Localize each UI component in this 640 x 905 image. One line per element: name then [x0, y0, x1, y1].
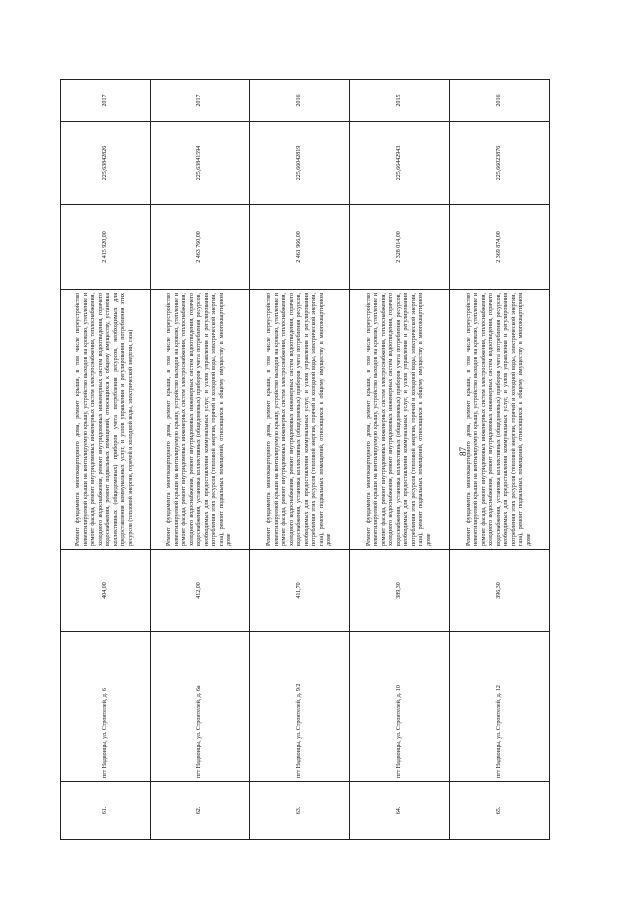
house-area: 389,30 — [350, 550, 450, 632]
repair-works: Ремонт фундамента многоквартирного дома, ремонт крыши, в том числе переустройство невентилируемой крыши на вентилируемую крышу, устройство выходов на кровлю, утепление и ремонт фасада, ремонт внутридомовых инженерных систем электроснабжения, теплоснабжения, холодного водоснабжения, ремонт внутридомовых инженерных систем водоотведения, горячего водоснабжения, установка коллективных (общедомовых) приборов учета потребления ресурсов, необходимых для предоставления коммунальных услуг, и узлов управления и регулирования потребления этих ресурсов (тепловой энергии, горячей и холодной воды, электрической энергии, газа), ремонт подвальных помещений, относящихся к общему имуществу в многоквартирном доме — [450, 290, 550, 550]
house-address: пгт Надвоицы, ул. Строителей, д. 6а — [150, 632, 250, 782]
house-address: пгт Надвоицы, ул. Строителей, д. 9/2 — [250, 632, 350, 782]
repair-works: Ремонт фундамента многоквартирного дома, ремонт крыши, в том числе переустройство невентилируемой крыши на вентилируемую крышу, устройство выходов на кровлю, утепление и ремонт фасада, ремонт внутридомовых инженерных систем электроснабжения, теплоснабжения, холодного водоснабжения, ремонт внутридомовых инженерных систем водоотведения, горячего водоснабжения, установка коллективных (общедомовых) приборов учета потребления ресурсов, необходимых для предоставления коммунальных услуг, и узлов управления и регулирования потребления этих ресурсов (тепловой энергии, горячей и холодной воды, электрической энергии, газа), ремонт подвальных помещений, относящихся к общему имуществу в многоквартирном доме — [250, 290, 350, 550]
house-address: пгт Надвоицы, ул. Строителей, д. 6 — [61, 632, 151, 782]
house-address: пгт Надвоицы, ул. Строителей, д. 10 — [350, 632, 450, 782]
unit-cost: 225,63841594 — [150, 122, 250, 205]
repair-cost: 2 328 014,00 — [350, 205, 450, 290]
table-row — [350, 80, 450, 840]
row-number: 64. — [350, 782, 450, 840]
repair-year: 2016 — [450, 80, 550, 122]
repair-works: Ремонт фундамента многоквартирного дома, ремонт крыши, в том числе переустройство невентилируемой крыши на вентилируемую крышу, устройство выходов на кровлю, утепление и ремонт фасада, ремонт внутридомовых инженерных систем электроснабжения, теплоснабжения, холодного водоснабжения, ремонт внутридомовых инженерных систем водоотведения, горячего водоснабжения, ремонт подвальных помещений, относящихся к общему имуществу, установка коллективных (общедомовых) приборов учета потребления ресурсов, необходимых для предоставления коммунальных услуг, и узлов управления и регулирования потребления этих ресурсов (тепловой энергии, горячей и холодной воды, электрической энергии, газа) — [61, 290, 151, 550]
repair-year: 2017 — [150, 80, 250, 122]
table-row — [250, 80, 350, 840]
repair-works: Ремонт фундамента многоквартирного дома, ремонт крыши, в том числе переустройство невентилируемой крыши на вентилируемую крышу, устройство выходов на кровлю, утепление и ремонт фасада, ремонт внутридомовых инженерных систем электроснабжения, теплоснабжения, холодного водоснабжения, ремонт внутридомовых инженерных систем водоотведения, горячего водоснабжения, установка коллективных (общедомовых) приборов учета потребления ресурсов, необходимых для предоставления коммунальных услуг, и узлов управления и регулирования потребления этих ресурсов (тепловой энергии, горячей и холодной воды, электрической энергии, газа), ремонт подвальных помещений, относящихся к общему имуществу в многоквартирном доме — [150, 290, 250, 550]
table-row — [61, 80, 151, 840]
repair-year: 2017 — [61, 80, 151, 122]
table-row — [150, 80, 250, 840]
unit-cost: 225,66023876 — [450, 122, 550, 205]
repair-cost: 2 463 760,00 — [150, 205, 250, 290]
row-number: 65. — [450, 782, 550, 840]
repair-program-table — [60, 79, 550, 840]
house-area: 396,30 — [450, 550, 550, 632]
repair-year: 2015 — [350, 80, 450, 122]
rotated-table-wrapper — [60, 80, 550, 840]
unit-cost: 225,66042819 — [250, 122, 350, 205]
repair-year: 2016 — [250, 80, 350, 122]
repair-works: Ремонт фундамента многоквартирного дома, ремонт крыши, в том числе переустройство невентилируемой крыши на вентилируемую крышу, устройство выходов на кровлю, утепление и ремонт фасада, ремонт внутридомовых инженерных систем электроснабжения, теплоснабжения, холодного водоснабжения, ремонт внутридомовых инженерных систем водоотведения, горячего водоснабжения, установка коллективных (общедомовых) приборов учета потребления ресурсов, необходимых для предоставления коммунальных услуг, и узлов управления и регулирования потребления этих ресурсов (тепловой энергии, горячей и холодной воды, электрической энергии, газа), ремонт подвальных помещений, относящихся к общему имуществу в многоквартирном доме — [350, 290, 450, 550]
page-number: 87 — [458, 447, 468, 456]
row-number: 63. — [250, 782, 350, 840]
house-area: 411,70 — [250, 550, 350, 632]
house-area: 412,00 — [150, 550, 250, 632]
house-area: 404,00 — [61, 550, 151, 632]
unit-cost: 225,63842826 — [61, 122, 151, 205]
house-address: пгт Надвоицы, ул. Строителей, д. 12 — [450, 632, 550, 782]
table-row — [450, 80, 550, 840]
unit-cost: 225,66442943 — [350, 122, 450, 205]
repair-cost: 2 369 874,00 — [450, 205, 550, 290]
row-number: 61. — [61, 782, 151, 840]
repair-cost: 2 461 966,00 — [250, 205, 350, 290]
row-number: 62. — [150, 782, 250, 840]
repair-cost: 2 415 920,00 — [61, 205, 151, 290]
